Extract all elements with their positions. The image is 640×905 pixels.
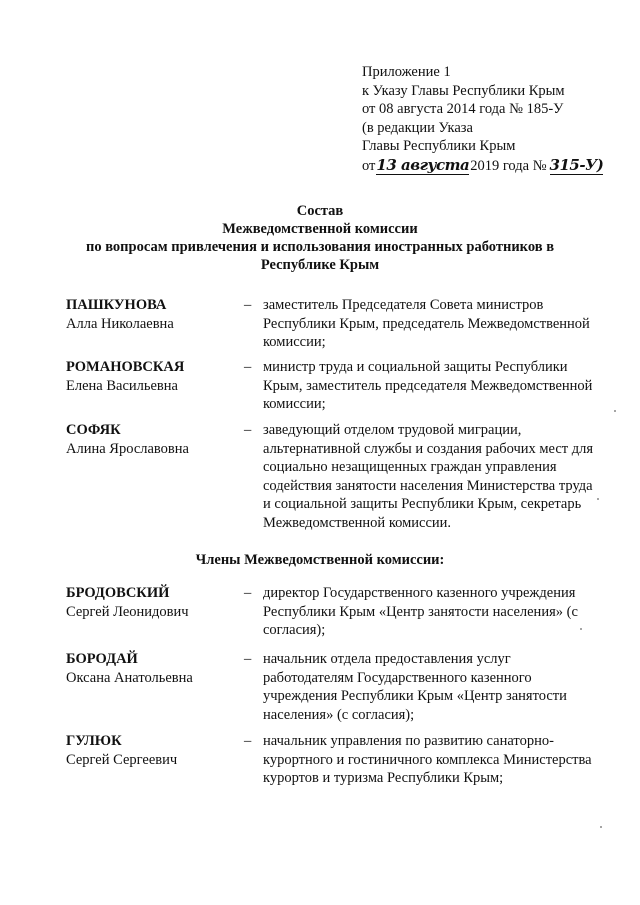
scan-speck [600,826,602,828]
handwritten-number: 315-У) [549,155,604,174]
heading-line-2: Межведомственной комиссии [222,221,418,237]
separator-dash: – [244,359,252,375]
annex-revision-authority: Главы Республики Крым [362,138,516,154]
heading-line-1: Состав [296,203,344,219]
person-surname: ПАШКУНОВА [66,297,167,313]
separator-dash: – [244,422,252,438]
person-role: начальник отдела предоставления услуг работодателям Государственного казенного учреждения Республики Крым «Центр занятости населения» (с согласия); [263,651,567,723]
date-prefix: от [362,157,376,174]
person-surname: БОРОДАЙ [66,651,138,667]
person-name [66,358,241,395]
person-given-name: Алла Николаевна [66,315,174,332]
heading-line-4: Республике Крым [260,257,380,273]
document-heading [50,202,590,274]
person-given-name: Алина Ярославовна [66,440,189,457]
person-name [66,296,241,333]
scan-speck [580,628,582,630]
separator-dash: – [244,297,252,313]
person-given-name: Елена Васильевна [66,377,178,394]
person-surname: СОФЯК [66,422,121,438]
annex-decree-date: от 08 августа 2014 года № 185-У [362,101,564,117]
person-role: заместитель Председателя Совета министров Республики Крым, председатель Межведомственной комиссии; [263,297,590,350]
handwritten-date: 13 августа [376,155,470,174]
person-role: начальник управления по развитию санаторно-курортного и гостиничного комплекса Министерства курортов и туризма Республики Крым; [263,733,592,786]
members-title: Члены Межведомственной комиссии: [195,552,445,568]
person-name [66,584,241,621]
annex-block [362,63,603,175]
person-surname: ГУЛЮК [66,733,122,749]
person-role: министр труда и социальной защиты Республики Крым, заместитель председателя Межведомственной комиссии; [263,359,593,412]
annex-revision-date-line [362,156,603,176]
annex-revision-note: (в редакции Указа [362,119,473,136]
person-name [66,732,241,769]
annex-decree-ref: к Указу Главы Республики Крым [362,82,565,99]
person-role: заведующий отделом трудовой миграции, альтернативной службы и создания рабочих мест для социально незащищенных граждан управления содействия занятости населения Министерства труда и социальной защиты Республики Крым, секретарь Межведомственной комиссии. [263,422,594,531]
person-given-name: Сергей Леонидович [66,603,189,620]
scan-speck [597,498,599,500]
annex-title: Приложение 1 [362,64,451,80]
heading-line-3: по вопросам привлечения и использования иностранных работников в [85,239,555,255]
person-surname: РОМАНОВСКАЯ [66,359,185,375]
separator-dash: – [244,733,252,749]
person-given-name: Сергей Сергеевич [66,751,178,768]
person-role: директор Государственного казенного учреждения Республики Крым «Центр занятости населения» (с согласия); [263,585,578,638]
separator-dash: – [244,651,252,667]
person-surname: БРОДОВСКИЙ [66,585,170,601]
person-name [66,650,241,687]
person-name [66,421,241,458]
separator-dash: – [244,585,252,601]
scan-speck [614,410,616,412]
person-given-name: Оксана Анатольевна [66,669,193,686]
year-text: 2019 года № [470,157,547,174]
